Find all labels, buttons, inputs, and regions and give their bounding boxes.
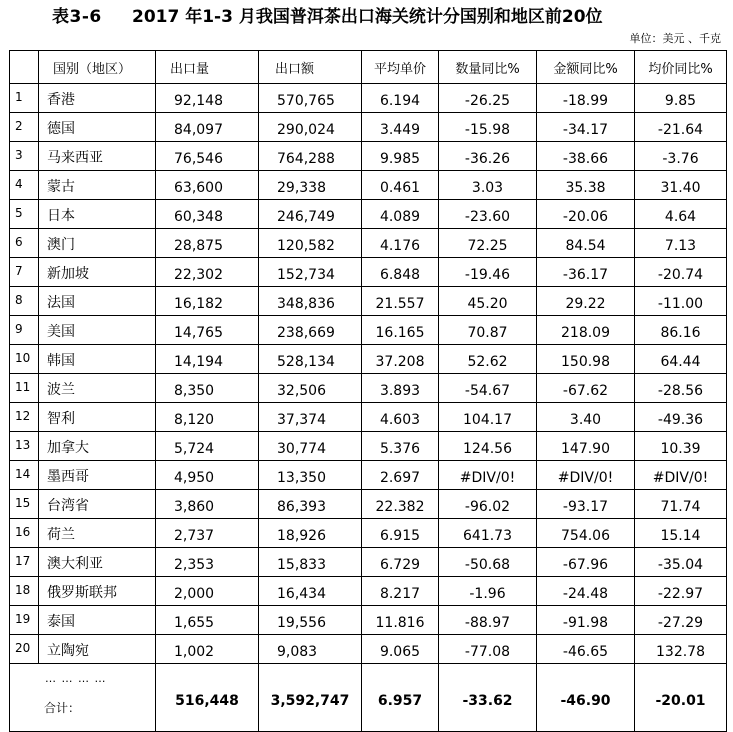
row-country: 立陶宛 [39,635,156,664]
row-quantity: 8,350 [156,374,259,403]
row-amount: 9,083 [259,635,362,664]
table-row [10,287,727,316]
header-country: 国别（地区） [39,51,156,84]
row-index: 15 [10,490,39,519]
row-amount-yoy: 35.38 [537,171,635,200]
row-amount: 290,024 [259,113,362,142]
total-avg-price: 6.957 [362,664,439,732]
row-amount: 152,734 [259,258,362,287]
row-amount-yoy: -34.17 [537,113,635,142]
row-amount: 18,926 [259,519,362,548]
row-index: 7 [10,258,39,287]
row-avg-price: 0.461 [362,171,439,200]
row-price-yoy: 132.78 [635,635,727,664]
row-amount: 570,765 [259,84,362,113]
row-price-yoy: 64.44 [635,345,727,374]
row-country: 俄罗斯联邦 [39,577,156,606]
header-quantity: 出口量 [156,51,259,84]
row-amount-yoy: -20.06 [537,200,635,229]
row-price-yoy: 10.39 [635,432,727,461]
row-amount-yoy: 147.90 [537,432,635,461]
row-quantity: 2,353 [156,548,259,577]
header-price-yoy: 均价同比% [635,51,727,84]
row-qty-yoy: -77.08 [439,635,537,664]
row-country: 法国 [39,287,156,316]
row-quantity: 1,655 [156,606,259,635]
row-amount-yoy: -18.99 [537,84,635,113]
row-quantity: 14,765 [156,316,259,345]
table-row [10,171,727,200]
table-row [10,490,727,519]
table-row [10,229,727,258]
row-price-yoy: 71.74 [635,490,727,519]
total-amount-yoy: -46.90 [537,664,635,732]
total-quantity: 516,448 [156,664,259,732]
table-row [10,403,727,432]
table-title [0,0,733,30]
row-quantity: 2,737 [156,519,259,548]
table-row [10,606,727,635]
row-price-yoy: -49.36 [635,403,727,432]
row-amount-yoy: 150.98 [537,345,635,374]
row-quantity: 5,724 [156,432,259,461]
row-price-yoy: 15.14 [635,519,727,548]
row-price-yoy: 31.40 [635,171,727,200]
row-country: 泰国 [39,606,156,635]
row-price-yoy: -22.97 [635,577,727,606]
table-row [10,113,727,142]
row-index: 9 [10,316,39,345]
row-amount-yoy: -46.65 [537,635,635,664]
row-quantity: 4,950 [156,461,259,490]
row-price-yoy: -21.64 [635,113,727,142]
row-index: 3 [10,142,39,171]
row-qty-yoy: -54.67 [439,374,537,403]
row-qty-yoy: -1.96 [439,577,537,606]
row-avg-price: 8.217 [362,577,439,606]
row-avg-price: 2.697 [362,461,439,490]
row-quantity: 1,002 [156,635,259,664]
row-qty-yoy: 52.62 [439,345,537,374]
row-amount-yoy: -93.17 [537,490,635,519]
row-amount-yoy: 754.06 [537,519,635,548]
header-qty-yoy: 数量同比% [439,51,537,84]
table-title-text: 2017 年1-3 月我国普洱茶出口海关统计分国别和地区前20位 [132,7,603,27]
table-row [10,258,727,287]
table-row [10,461,727,490]
row-price-yoy: #DIV/0! [635,461,727,490]
header-row [10,51,727,84]
row-amount-yoy: -24.48 [537,577,635,606]
row-price-yoy: -20.74 [635,258,727,287]
total-qty-yoy: -33.62 [439,664,537,732]
row-amount-yoy: 84.54 [537,229,635,258]
row-price-yoy: 9.85 [635,84,727,113]
row-amount: 29,338 [259,171,362,200]
row-quantity: 63,600 [156,171,259,200]
row-index: 4 [10,171,39,200]
row-qty-yoy: -50.68 [439,548,537,577]
row-index: 17 [10,548,39,577]
table-row [10,432,727,461]
row-quantity: 2,000 [156,577,259,606]
row-quantity: 14,194 [156,345,259,374]
row-country: 蒙古 [39,171,156,200]
row-quantity: 3,860 [156,490,259,519]
row-avg-price: 6.729 [362,548,439,577]
row-qty-yoy: 70.87 [439,316,537,345]
table-row [10,84,727,113]
row-index: 18 [10,577,39,606]
row-qty-yoy: 124.56 [439,432,537,461]
row-country: 波兰 [39,374,156,403]
row-quantity: 60,348 [156,200,259,229]
row-amount-yoy: -67.62 [537,374,635,403]
row-avg-price: 9.065 [362,635,439,664]
row-avg-price: 4.603 [362,403,439,432]
row-index: 10 [10,345,39,374]
row-price-yoy: -27.29 [635,606,727,635]
table-row [10,345,727,374]
row-price-yoy: -35.04 [635,548,727,577]
row-amount-yoy: -91.98 [537,606,635,635]
row-amount-yoy: -38.66 [537,142,635,171]
row-amount-yoy: -36.17 [537,258,635,287]
row-amount: 37,374 [259,403,362,432]
table-row [10,142,727,171]
row-country: 韩国 [39,345,156,374]
row-quantity: 28,875 [156,229,259,258]
row-avg-price: 3.449 [362,113,439,142]
row-index: 12 [10,403,39,432]
row-index: 8 [10,287,39,316]
row-amount: 16,434 [259,577,362,606]
row-index: 14 [10,461,39,490]
table-row [10,635,727,664]
total-label: 合计： [44,701,81,715]
table-row [10,548,727,577]
header-amount-yoy: 金额同比% [537,51,635,84]
row-amount-yoy: #DIV/0! [537,461,635,490]
total-label-cell [10,664,156,732]
row-price-yoy: -3.76 [635,142,727,171]
row-country: 日本 [39,200,156,229]
row-country: 美国 [39,316,156,345]
row-qty-yoy: -26.25 [439,84,537,113]
row-country: 荷兰 [39,519,156,548]
row-amount: 348,836 [259,287,362,316]
row-avg-price: 3.893 [362,374,439,403]
table-row [10,374,727,403]
row-qty-yoy: -23.60 [439,200,537,229]
row-country: 智利 [39,403,156,432]
row-amount-yoy: 29.22 [537,287,635,316]
row-price-yoy: 4.64 [635,200,727,229]
row-country: 德国 [39,113,156,142]
row-amount: 120,582 [259,229,362,258]
row-amount: 32,506 [259,374,362,403]
row-qty-yoy: -88.97 [439,606,537,635]
total-ellipsis: … … … … [45,672,107,685]
row-country: 台湾省 [39,490,156,519]
row-avg-price: 6.915 [362,519,439,548]
row-amount: 246,749 [259,200,362,229]
row-quantity: 22,302 [156,258,259,287]
row-quantity: 76,546 [156,142,259,171]
row-qty-yoy: -36.26 [439,142,537,171]
table-row [10,577,727,606]
row-amount: 19,556 [259,606,362,635]
row-qty-yoy: -96.02 [439,490,537,519]
row-avg-price: 4.176 [362,229,439,258]
row-avg-price: 22.382 [362,490,439,519]
row-index: 11 [10,374,39,403]
row-qty-yoy: 3.03 [439,171,537,200]
row-qty-yoy: 104.17 [439,403,537,432]
row-amount: 13,350 [259,461,362,490]
unit-note: 单位：美元 、千克 [629,32,721,45]
row-index: 16 [10,519,39,548]
row-index: 19 [10,606,39,635]
table-number: 表3-6 [52,7,102,27]
header-amount: 出口额 [259,51,362,84]
row-quantity: 92,148 [156,84,259,113]
row-avg-price: 21.557 [362,287,439,316]
row-index: 20 [10,635,39,664]
row-qty-yoy: -15.98 [439,113,537,142]
row-amount: 15,833 [259,548,362,577]
row-qty-yoy: #DIV/0! [439,461,537,490]
row-avg-price: 16.165 [362,316,439,345]
row-country: 澳门 [39,229,156,258]
row-price-yoy: -28.56 [635,374,727,403]
table-row [10,316,727,345]
row-country: 加拿大 [39,432,156,461]
row-qty-yoy: 45.20 [439,287,537,316]
total-row [10,664,727,732]
row-amount-yoy: -67.96 [537,548,635,577]
total-price-yoy: -20.01 [635,664,727,732]
row-country: 新加坡 [39,258,156,287]
row-avg-price: 5.376 [362,432,439,461]
row-amount: 238,669 [259,316,362,345]
row-quantity: 84,097 [156,113,259,142]
row-country: 马来西亚 [39,142,156,171]
table-row [10,200,727,229]
row-index: 6 [10,229,39,258]
row-price-yoy: 7.13 [635,229,727,258]
row-country: 澳大利亚 [39,548,156,577]
row-index: 13 [10,432,39,461]
export-table [9,50,727,732]
row-amount-yoy: 218.09 [537,316,635,345]
header-index [10,51,39,84]
row-qty-yoy: 72.25 [439,229,537,258]
row-qty-yoy: -19.46 [439,258,537,287]
row-amount: 30,774 [259,432,362,461]
row-avg-price: 9.985 [362,142,439,171]
row-amount-yoy: 3.40 [537,403,635,432]
row-country: 香港 [39,84,156,113]
row-quantity: 16,182 [156,287,259,316]
row-qty-yoy: 641.73 [439,519,537,548]
row-amount: 528,134 [259,345,362,374]
row-quantity: 8,120 [156,403,259,432]
row-index: 5 [10,200,39,229]
row-amount: 764,288 [259,142,362,171]
header-avg-price: 平均单价 [362,51,439,84]
row-avg-price: 11.816 [362,606,439,635]
total-amount: 3,592,747 [259,664,362,732]
row-avg-price: 6.848 [362,258,439,287]
row-avg-price: 4.089 [362,200,439,229]
table-row [10,519,727,548]
row-amount: 86,393 [259,490,362,519]
row-price-yoy: -11.00 [635,287,727,316]
row-index: 2 [10,113,39,142]
row-price-yoy: 86.16 [635,316,727,345]
row-avg-price: 6.194 [362,84,439,113]
row-country: 墨西哥 [39,461,156,490]
row-avg-price: 37.208 [362,345,439,374]
row-index: 1 [10,84,39,113]
